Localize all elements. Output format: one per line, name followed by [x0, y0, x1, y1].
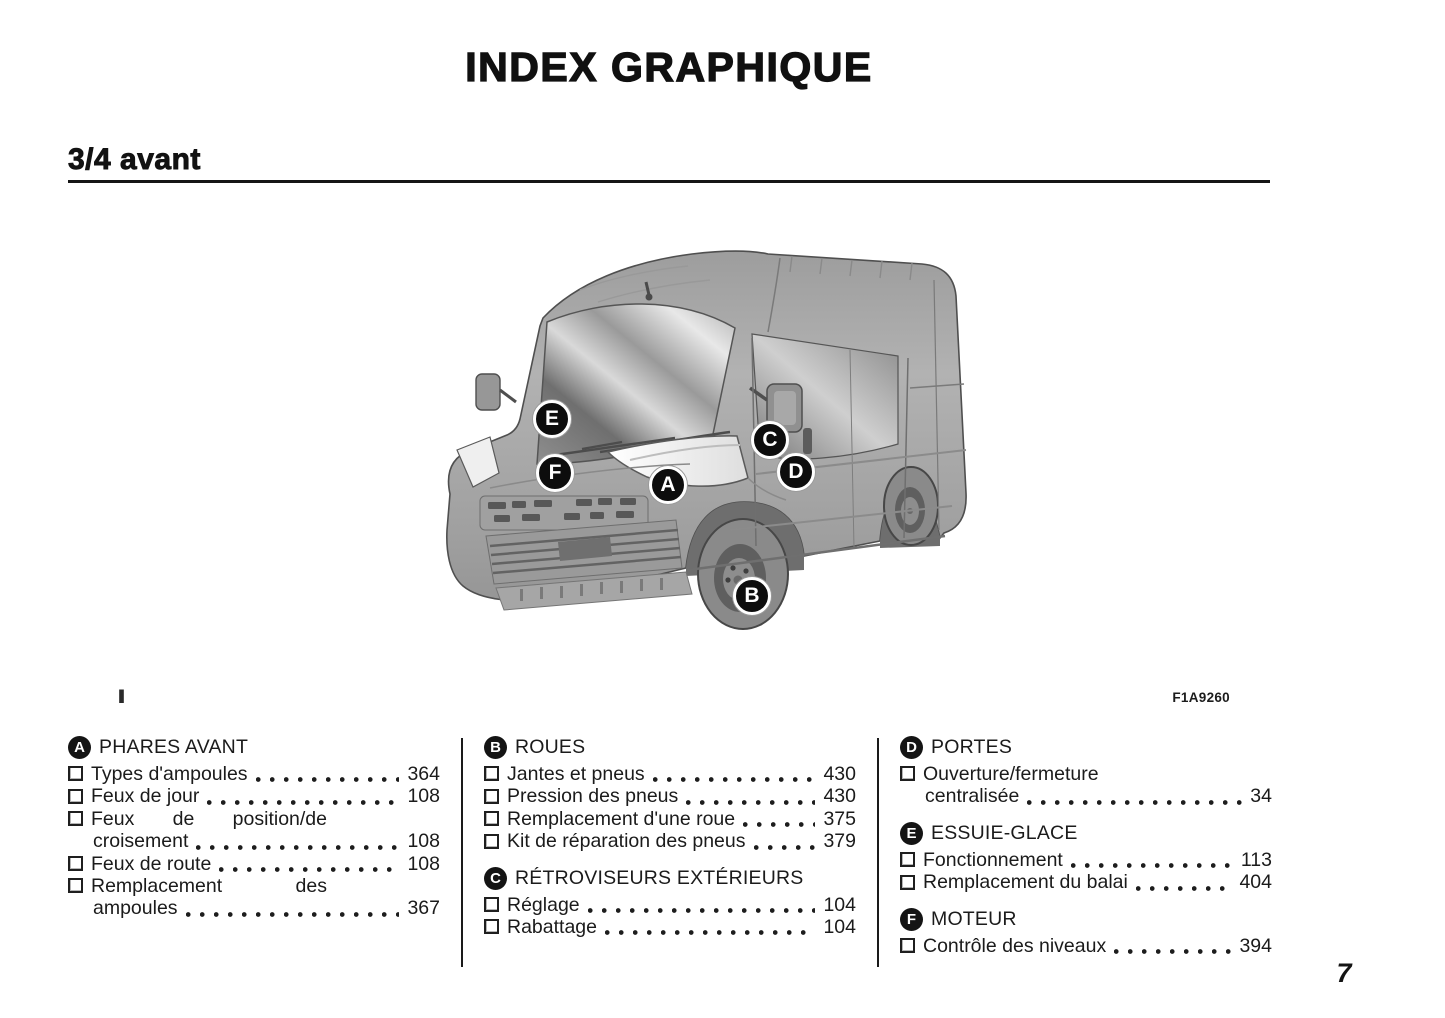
entry-label: Feux de jour: [91, 785, 200, 808]
page-number: 7: [1336, 958, 1352, 988]
section-header: [484, 735, 856, 760]
section-title: PHARES AVANT: [99, 736, 249, 759]
dot-leader: [743, 822, 815, 827]
entry-label: Réglage: [507, 893, 580, 916]
entry-label: Rabattage: [507, 915, 597, 938]
dot-leader: [186, 912, 400, 917]
index-entry: [484, 785, 856, 807]
index-entry: [484, 830, 856, 852]
entry-label: Kit de réparation des pneus: [507, 830, 746, 853]
entry-line-1: [68, 875, 440, 897]
dot-leader: [686, 800, 815, 805]
section-header: [484, 866, 856, 891]
entry-page-number: 404: [1239, 871, 1272, 894]
index-entry: [68, 785, 440, 807]
entry-page-number: 104: [823, 893, 856, 916]
section-title: ROUES: [515, 736, 586, 759]
column-divider: [461, 738, 463, 967]
square-bullet-icon: [68, 789, 83, 804]
entry-label: Fonctionnement: [923, 848, 1063, 871]
index-entry: [900, 849, 1272, 871]
square-bullet-icon: [68, 856, 83, 871]
entry-line-1: [900, 763, 1272, 785]
entry-page-number: 430: [823, 762, 856, 785]
callout-d: D: [777, 453, 815, 491]
square-bullet-icon: [900, 852, 915, 867]
square-bullet-icon: [484, 789, 499, 804]
square-bullet-icon: [68, 811, 83, 826]
section-letter-badge: B: [484, 736, 507, 759]
index-entry: [900, 871, 1272, 893]
entry-label: Pression des pneus: [507, 785, 679, 808]
entry-page-number: 430: [823, 785, 856, 808]
entry-line-2: [68, 897, 440, 919]
entry-label: Remplacement des: [91, 874, 327, 897]
square-bullet-icon: [900, 766, 915, 781]
section-title: MOTEUR: [931, 907, 1017, 930]
entry-page-number: 108: [407, 852, 440, 875]
section-letter-badge: C: [484, 867, 507, 890]
entry-label: centralisée: [925, 785, 1020, 808]
margin-mark: I: [117, 687, 126, 708]
section-letter-badge: F: [900, 908, 923, 931]
page-title: INDEX GRAPHIQUE: [465, 44, 873, 90]
entry-label: Ouverture/fermeture: [923, 762, 1099, 785]
section-letter-badge: D: [900, 736, 923, 759]
callout-c: C: [751, 421, 789, 459]
entry-line-2: [68, 830, 440, 852]
entry-label: Remplacement d'une roue: [507, 807, 736, 830]
square-bullet-icon: [484, 897, 499, 912]
index-entry: [484, 916, 856, 938]
index-entry: [484, 808, 856, 830]
entry-page-number: 367: [407, 897, 440, 920]
index-column: [484, 735, 856, 967]
index-section: [484, 866, 856, 939]
section-letter-badge: E: [900, 822, 923, 845]
rear-wheel: [884, 467, 938, 545]
index-section: [900, 735, 1272, 808]
square-bullet-icon: [484, 919, 499, 934]
index-entry: [68, 853, 440, 875]
entry-page-number: 108: [407, 830, 440, 853]
dot-leader: [196, 845, 399, 850]
entry-page-number: 394: [1239, 934, 1272, 957]
dot-leader: [605, 930, 815, 935]
dot-leader: [588, 908, 816, 913]
dot-leader: [207, 800, 399, 805]
section-letter-badge: A: [68, 736, 91, 759]
index-section: [484, 735, 856, 853]
section-heading: 3/4 avant: [68, 143, 201, 176]
entry-page-number: 104: [823, 915, 856, 938]
index-entry: [484, 894, 856, 916]
square-bullet-icon: [900, 875, 915, 890]
index-section: [900, 907, 1272, 957]
index-entry: [68, 875, 440, 920]
door-handle: [803, 428, 812, 454]
square-bullet-icon: [68, 878, 83, 893]
dot-leader: [1136, 886, 1232, 891]
dot-leader: [219, 867, 399, 872]
index-entry: [68, 808, 440, 853]
index-entry: [68, 763, 440, 785]
index-column: [900, 735, 1272, 967]
entry-page-number: 379: [823, 830, 856, 853]
square-bullet-icon: [484, 766, 499, 781]
index-section: [68, 735, 440, 920]
section-header: [900, 821, 1272, 846]
square-bullet-icon: [484, 811, 499, 826]
callout-f: F: [536, 454, 574, 492]
heading-rule: [68, 180, 1270, 183]
entry-label: ampoules: [93, 897, 178, 920]
left-mirror: [476, 374, 516, 410]
section-title: PORTES: [931, 736, 1013, 759]
index-section: [900, 821, 1272, 894]
dot-leader: [1071, 863, 1233, 868]
entry-label: Types d'ampoules: [91, 762, 248, 785]
entry-page-number: 108: [407, 785, 440, 808]
entry-label: Remplacement du balai: [923, 871, 1128, 894]
index-column: [68, 735, 440, 967]
entry-label: Feux de route: [91, 852, 212, 875]
entry-page-number: 113: [1240, 848, 1272, 871]
van-illustration: [430, 238, 986, 668]
index-entry: [484, 763, 856, 785]
entry-line-1: [68, 808, 440, 830]
section-header: [900, 907, 1272, 932]
column-divider: [877, 738, 879, 967]
callout-e: E: [533, 400, 571, 438]
callout-a: A: [649, 466, 687, 504]
square-bullet-icon: [68, 766, 83, 781]
entry-line-2: [900, 785, 1272, 807]
square-bullet-icon: [484, 834, 499, 849]
section-header: [68, 735, 440, 760]
entry-page-number: 364: [407, 762, 440, 785]
dot-leader: [1114, 949, 1231, 954]
entry-page-number: 375: [823, 807, 856, 830]
van-figure: [430, 238, 986, 668]
section-header: [900, 735, 1272, 760]
figure-code: F1A9260: [1172, 690, 1230, 705]
entry-label: Jantes et pneus: [507, 762, 645, 785]
dot-leader: [653, 777, 816, 782]
dot-leader: [1027, 800, 1242, 805]
dot-leader: [256, 777, 400, 782]
entry-label: croisement: [93, 830, 189, 853]
index-entry: [900, 763, 1272, 808]
square-bullet-icon: [900, 938, 915, 953]
entry-page-number: 34: [1250, 785, 1272, 808]
entry-label: Feux de position/de: [91, 807, 327, 830]
section-title: RÉTROVISEURS EXTÉRIEURS: [515, 866, 804, 889]
entry-label: Contrôle des niveaux: [923, 934, 1107, 957]
index-entry: [900, 935, 1272, 957]
dot-leader: [754, 845, 816, 850]
graphic-index: [68, 735, 1272, 967]
section-title: ESSUIE-GLACE: [931, 822, 1078, 845]
callout-b: B: [733, 577, 771, 615]
